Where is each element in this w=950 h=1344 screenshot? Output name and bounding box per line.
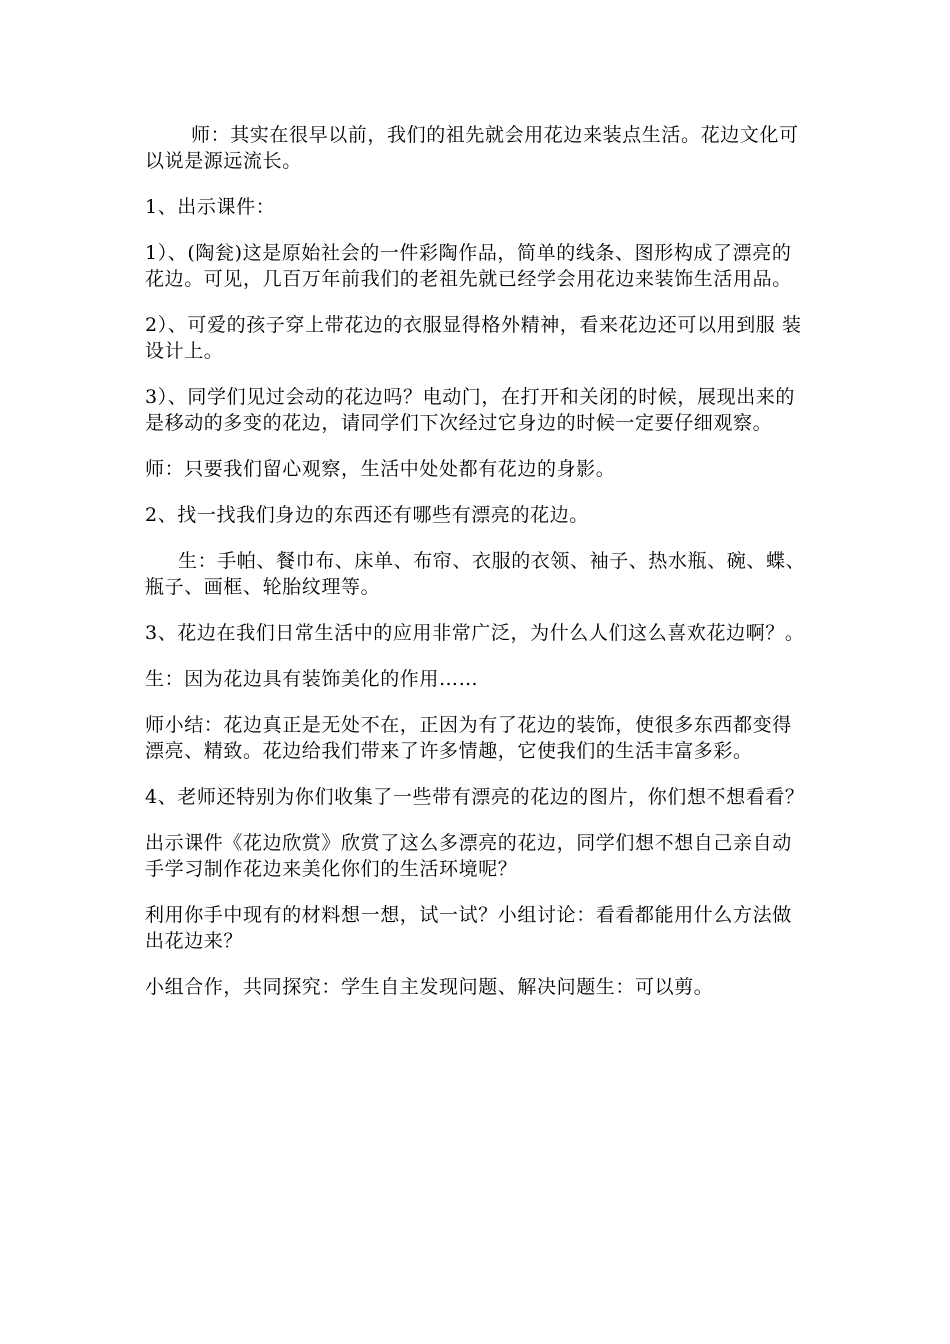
paragraph-teacher-summary: 师小结：花边真正是无处不在，正因为有了花边的装饰，使很多东西都变得漂亮、精致。花边给我们带来了许多情趣，它使我们的生活丰富多彩。 <box>145 714 792 762</box>
paragraph-group-work: 小组合作，共同探究：学生自主发现问题、解决问题生：可以剪。 <box>145 976 714 998</box>
paragraph-why-like: 3、花边在我们日常生活中的应用非常广泛，为什么人们这么喜欢花边啊？。 <box>145 622 805 644</box>
paragraph-student-decorate: 生：因为花边具有装饰美化的作用…… <box>145 668 479 690</box>
paragraph-pictures: 4、老师还特别为你们收集了一些带有漂亮的花边的图片，你们想不想看看？ <box>145 786 805 808</box>
paragraph-clothing: 2）、可爱的孩子穿上带花边的衣服显得格外精神，看来花边还可以用到服 装设计上。 <box>145 314 802 362</box>
paragraph-student-answer: 生：手帕、餐巾布、床单、布帘、衣服的衣领、袖子、热水瓶、碗、蝶、瓶子、画框、轮胎纹理等。 <box>145 550 806 598</box>
paragraph-materials: 利用你手中现有的材料想一想，试一试？小组讨论：看看都能用什么方法做出花边来？ <box>145 904 792 952</box>
paragraph-pottery: 1）、(陶瓮)这是原始社会的一件彩陶作品，简单的线条、图形构成了漂亮的花边。可见，几百万年前我们的老祖先就已经学会用花边来装饰生活用品。 <box>145 242 792 290</box>
paragraph-find-borders: 2、找一找我们身边的东西还有哪些有漂亮的花边。 <box>145 504 589 526</box>
paragraph-appreciation: 出示课件《花边欣赏》欣赏了这么多漂亮的花边，同学们想不想自己亲自动手学习制作花边来美化你们的生活环境呢？ <box>145 832 792 880</box>
paragraph-teacher-observe: 师：只要我们留心观察，生活中处处都有花边的身影。 <box>145 458 616 480</box>
document-page <box>145 122 810 1020</box>
paragraph-show-courseware: 1、出示课件： <box>145 196 276 218</box>
paragraph-electric-door: 3）、同学们见过会动的花边吗？电动门，在打开和关闭的时候，展现出来的是移动的多变的花边，请同学们下次经过它身边的时候一定要仔细观察。 <box>145 386 795 434</box>
paragraph-teacher-intro: 师：其实在很早以前，我们的祖先就会用花边来装点生活。花边文化可以说是源远流长。 <box>145 124 799 172</box>
